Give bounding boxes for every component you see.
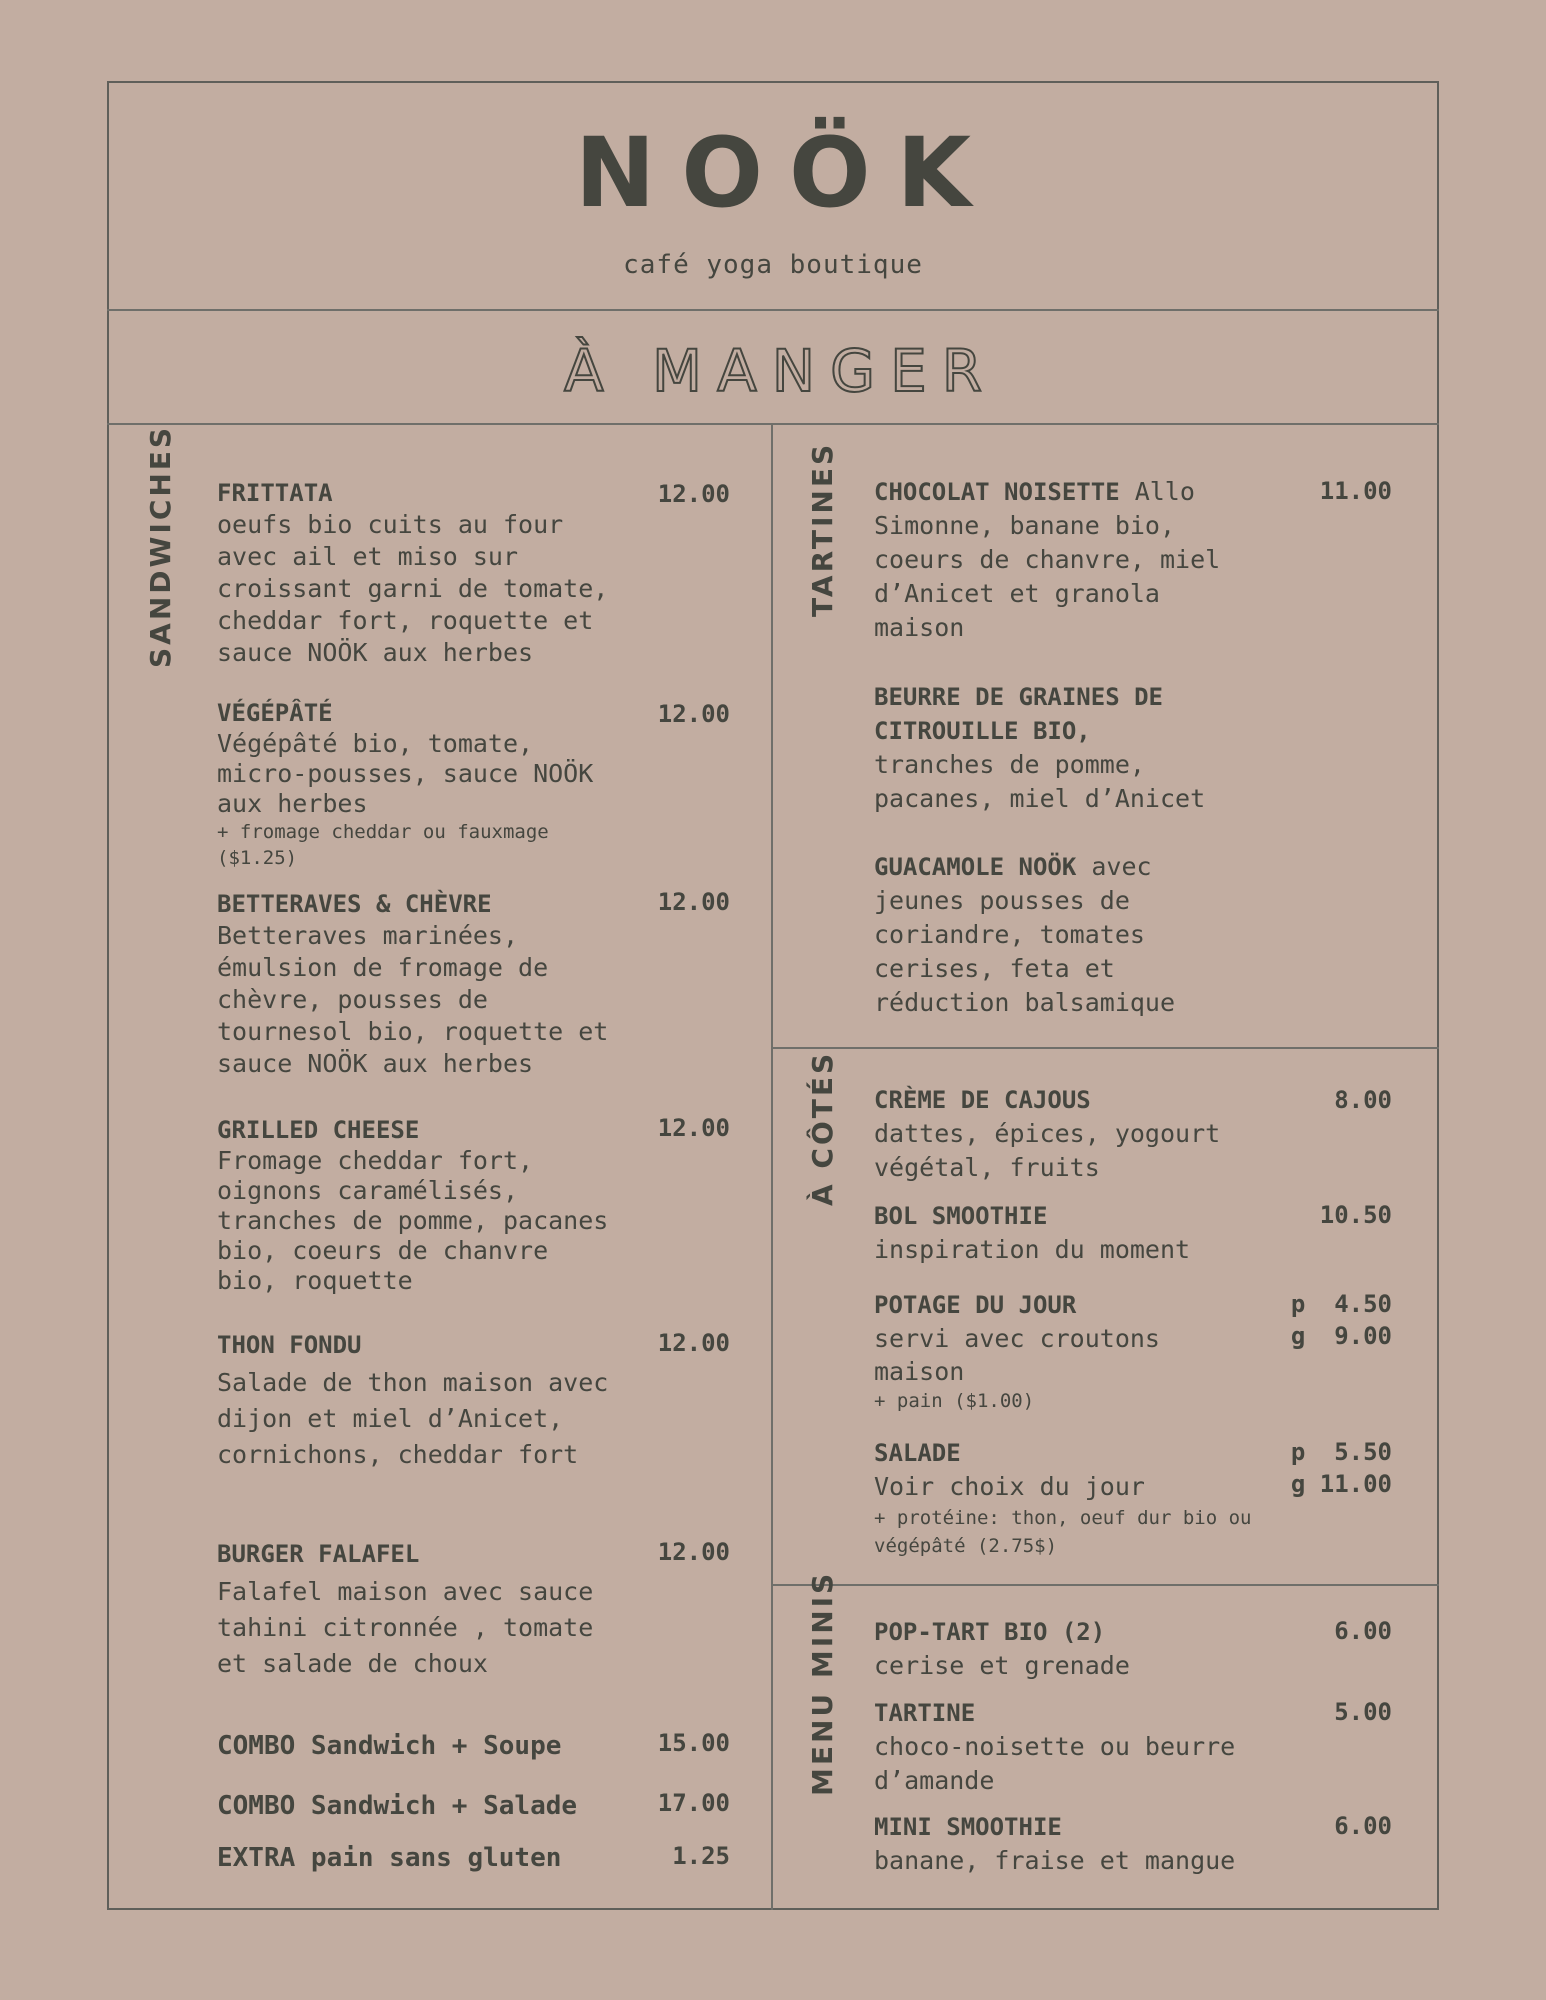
item-name: FRITTATA — [217, 479, 333, 507]
menu-item-creme-cajous — [874, 1083, 1254, 1185]
menu-item-thon-fondu — [217, 1329, 617, 1473]
divider-cotes-minis — [771, 1584, 1439, 1586]
item-note: + pain ($1.00) — [874, 1390, 1035, 1412]
section-label-minis: MENU MINIS — [806, 1570, 839, 1796]
menu-item-potage — [874, 1288, 1254, 1414]
section-title: À MANGER — [563, 337, 998, 405]
item-description: oeufs bio cuits au four avec ail et miso sur croissant garni de tomate, cheddar fort, roquette et sauce NOÖK aux herbes — [217, 510, 609, 667]
item-description: Salade de thon maison avec dijon et miel d’Anicet, cornichons, cheddar fort — [217, 1368, 609, 1469]
item-name: BURGER FALAFEL — [217, 1540, 420, 1568]
extra-pain-name: EXTRA pain sans gluten — [217, 1843, 562, 1873]
item-description: banane, fraise et mangue — [874, 1846, 1236, 1875]
menu-item-betteraves-chevre — [217, 888, 617, 1080]
item-name: VÉGÉPÂTÉ — [217, 699, 333, 727]
brand-title: NOÖK — [575, 117, 997, 229]
combo-salade-name: COMBO Sandwich + Salade — [217, 1791, 578, 1821]
item-name: GUACAMOLE NOÖK — [874, 853, 1077, 881]
item-price: 10.50 — [1319, 1201, 1392, 1229]
item-name: SALADE — [874, 1439, 961, 1467]
section-label-cotes: À CÔTÉS — [806, 1050, 839, 1206]
menu-item-guacamole — [874, 850, 1244, 1020]
menu-item-beurre-graines — [874, 680, 1244, 816]
menu-item-vegepate — [217, 697, 617, 871]
item-name: GRILLED CHEESE — [217, 1116, 420, 1144]
item-note: + fromage cheddar ou fauxmage ($1.25) — [217, 821, 549, 869]
item-name: BOL SMOOTHIE — [874, 1202, 1048, 1230]
divider-tartines-cotes — [771, 1047, 1439, 1049]
item-description: dattes, épices, yogourt végétal, fruits — [874, 1119, 1221, 1182]
item-price: 12.00 — [657, 888, 730, 916]
item-name: BETTERAVES & CHÈVRE — [217, 890, 492, 918]
item-description: Falafel maison avec sauce tahini citronnée , tomate et salade de choux — [217, 1577, 594, 1678]
item-name: THON FONDU — [217, 1331, 362, 1359]
item-description: servi avec croutons maison — [874, 1324, 1160, 1386]
item-name: CRÈME DE CAJOUS — [874, 1086, 1091, 1114]
item-description: cerise et grenade — [874, 1651, 1130, 1680]
item-name: TARTINE — [874, 1699, 976, 1727]
item-name: POTAGE DU JOUR — [874, 1291, 1077, 1319]
divider-columns — [771, 423, 773, 1910]
item-description: Végépâté bio, tomate, micro-pousses, sauce NOÖK aux herbes — [217, 729, 594, 818]
item-description: Allo Simonne, banane bio, coeurs de chanvre, miel d’Anicet et granola maison — [874, 477, 1221, 642]
item-price: 5.00 — [1334, 1698, 1392, 1726]
menu-item-frittata — [217, 477, 617, 669]
item-name: CHOCOLAT NOISETTE — [874, 478, 1120, 506]
combo-soupe-name: COMBO Sandwich + Soupe — [217, 1731, 562, 1761]
item-note: + protéine: thon, oeuf dur bio ou végépâté (2.75$) — [874, 1507, 1252, 1557]
item-description: Betteraves marinées, émulsion de fromage de chèvre, pousses de tournesol bio, roquette et sauce NOÖK aux herbes — [217, 921, 609, 1078]
item-name: MINI SMOOTHIE — [874, 1813, 1062, 1841]
item-description: tranches de pomme, pacanes, miel d’Anicet — [874, 750, 1206, 813]
menu-item-burger-falafel — [217, 1538, 617, 1682]
combo-salade-price: 17.00 — [657, 1789, 730, 1817]
menu-item-salade — [874, 1436, 1254, 1560]
item-description: avec jeunes pousses de coriandre, tomates cerises, feta et réduction balsamique — [874, 852, 1176, 1017]
item-price: 12.00 — [657, 480, 730, 508]
item-price: 6.00 — [1334, 1812, 1392, 1840]
item-description: Fromage cheddar fort, oignons caramélisés, tranches de pomme, pacanes bio, coeurs de chanvre bio, roquette — [217, 1146, 609, 1295]
item-price: 12.00 — [657, 1538, 730, 1566]
item-price: 8.00 — [1334, 1086, 1392, 1114]
menu-item-mini-smoothie — [874, 1810, 1274, 1878]
section-label-tartines: TARTINES — [806, 441, 839, 617]
item-description: Voir choix du jour — [874, 1472, 1145, 1501]
divider-banner — [107, 423, 1439, 425]
menu-item-tartine-mini — [874, 1696, 1274, 1798]
item-text — [874, 850, 1244, 1020]
item-price: 12.00 — [657, 700, 730, 728]
item-description: inspiration du moment — [874, 1235, 1191, 1264]
menu-item-pop-tart — [874, 1615, 1254, 1683]
item-price: p 4.50 g 9.00 — [1290, 1290, 1392, 1350]
item-price: 12.00 — [657, 1329, 730, 1357]
extra-pain-price: 1.25 — [672, 1842, 730, 1870]
item-price: 6.00 — [1334, 1617, 1392, 1645]
item-price: 11.00 — [1319, 477, 1392, 505]
item-price: p 5.50 g 11.00 — [1290, 1438, 1392, 1498]
brand-tagline: café yoga boutique — [623, 250, 923, 280]
item-price: 12.00 — [657, 1114, 730, 1142]
divider-header — [107, 309, 1439, 311]
section-label-sandwiches: SANDWICHES — [144, 424, 177, 668]
item-name: BEURRE DE GRAINES DE CITROUILLE BIO, — [874, 683, 1163, 745]
combo-soupe-price: 15.00 — [657, 1729, 730, 1757]
menu-item-bol-smoothie — [874, 1199, 1254, 1267]
item-text — [874, 475, 1244, 645]
item-description: choco-noisette ou beurre d’amande — [874, 1732, 1236, 1795]
menu-item-chocolat-noisette — [874, 475, 1244, 645]
item-name: POP-TART BIO (2) — [874, 1618, 1106, 1646]
menu-item-grilled-cheese — [217, 1114, 617, 1296]
